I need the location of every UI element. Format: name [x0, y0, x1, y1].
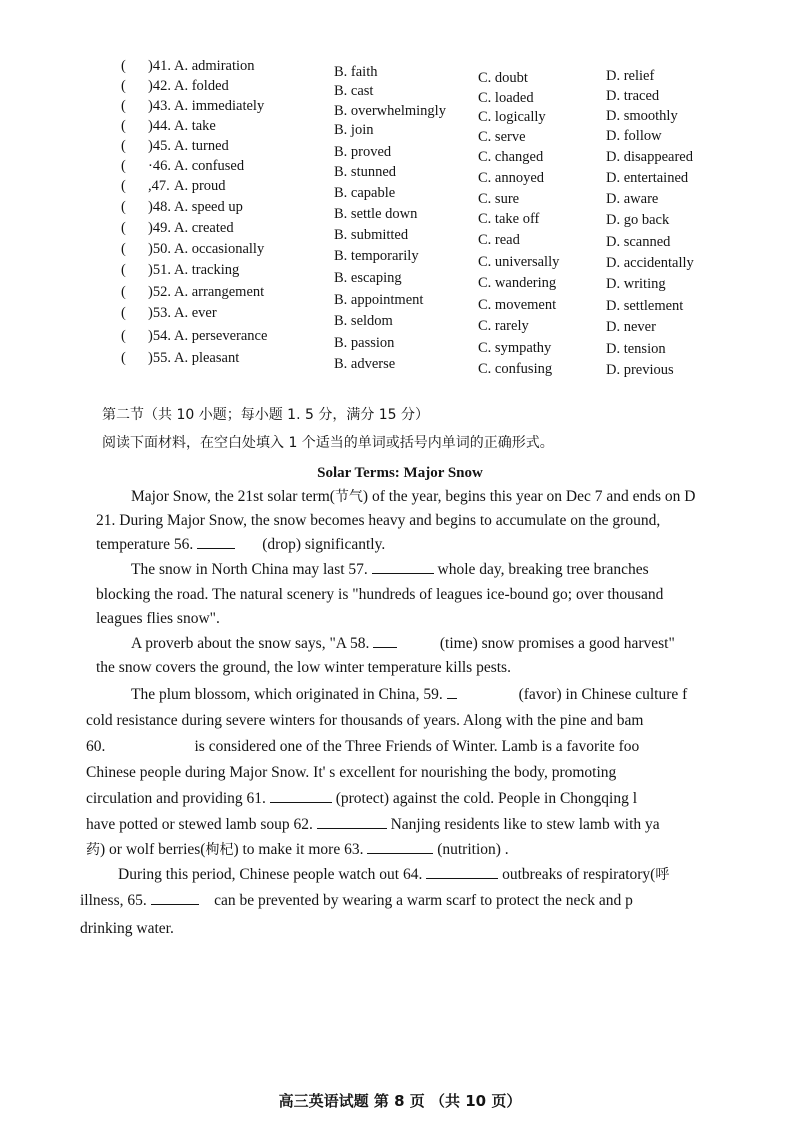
option-a: A. turned	[174, 138, 229, 154]
text: ) or wolf berries(	[100, 841, 206, 858]
passage-line	[131, 633, 675, 655]
option-c: C. annoyed	[478, 170, 545, 186]
text: can be prevented by wearing a warm scarf to protect the neck and p	[214, 892, 633, 909]
answer-paren: (	[121, 241, 126, 257]
option-c: C. logically	[478, 109, 546, 125]
text: whole day, breaking tree branches	[437, 561, 649, 578]
answer-paren: (	[121, 328, 126, 344]
blank-64	[426, 864, 498, 879]
passage-title: Solar Terms: Major Snow	[317, 465, 483, 481]
option-d: D. smoothly	[606, 108, 678, 124]
text: During this period, Chinese people watch out 64.	[118, 866, 423, 883]
option-d: D. never	[606, 319, 656, 335]
multiple-choice-options	[0, 0, 800, 400]
text: (protect) against the cold. People in Chongqing l	[335, 790, 638, 807]
answer-paren: (	[121, 284, 126, 300]
option-b: B. escaping	[334, 270, 402, 286]
option-a: A. take	[174, 118, 216, 134]
choice-number: )49.	[148, 220, 171, 236]
text: (drop) significantly.	[262, 536, 386, 553]
option-c: C. universally	[478, 254, 560, 270]
answer-paren: (	[121, 118, 126, 134]
option-b: B. settle down	[334, 206, 418, 222]
option-c: C. changed	[478, 149, 544, 165]
choice-row-45	[0, 136, 800, 165]
choice-number: )54.	[148, 328, 171, 344]
text: The snow in North China may last 57.	[131, 561, 368, 578]
text: 药	[86, 842, 100, 858]
page-footer: 高三英语试题 第 8 页 （共 10 页）	[278, 1092, 522, 1110]
option-d: D. traced	[606, 88, 660, 104]
blank-59	[447, 684, 457, 699]
option-a: A. pleasant	[174, 350, 240, 366]
passage-line	[86, 839, 509, 861]
passage-line	[131, 684, 687, 706]
option-c: C. movement	[478, 297, 557, 313]
option-b: B. cast	[334, 83, 374, 99]
option-a: A. occasionally	[174, 241, 265, 257]
passage-line	[131, 559, 649, 581]
option-b: B. proved	[334, 144, 392, 160]
choice-row-55	[0, 348, 800, 378]
passage-line	[86, 736, 639, 758]
option-d: D. previous	[606, 362, 674, 378]
passage-line: drinking water.	[80, 920, 174, 937]
option-c: C. rarely	[478, 318, 529, 334]
passage-line: cold resistance during severe winters for thousands of years. Along with the pine and bam	[86, 712, 644, 729]
text: (time) snow promises a good harvest"	[439, 635, 675, 652]
text: temperature 56.	[96, 536, 194, 553]
choice-number: )45.	[148, 138, 171, 154]
blank-58	[373, 633, 397, 648]
option-d: D. scanned	[606, 234, 671, 250]
choice-number: )43.	[148, 98, 171, 114]
option-d: D. writing	[606, 276, 666, 292]
text: 60.	[86, 738, 106, 755]
text: outbreaks of respiratory(	[502, 866, 656, 883]
choice-number: )44.	[148, 118, 171, 134]
option-c: C. read	[478, 232, 520, 248]
blank-56	[197, 534, 235, 549]
passage-line	[86, 814, 660, 836]
option-d: D. go back	[606, 212, 670, 228]
option-a: A. admiration	[174, 58, 255, 74]
choice-row-53	[0, 303, 800, 335]
option-a: A. ever	[174, 305, 217, 321]
text: Major Snow, the 21st solar term(	[131, 488, 335, 505]
passage-line	[118, 864, 669, 886]
passage-line: the snow covers the ground, the low winter temperature kills pests.	[96, 659, 511, 676]
answer-paren: (	[121, 305, 126, 321]
choice-number: ,47.	[148, 178, 170, 194]
option-a: A. perseverance	[174, 328, 268, 344]
option-b: B. stunned	[334, 164, 397, 180]
option-d: D. tension	[606, 341, 666, 357]
choice-number: )50.	[148, 241, 171, 257]
answer-paren: (	[121, 58, 126, 74]
passage-line	[86, 788, 637, 810]
choice-number: ·46.	[148, 158, 171, 174]
choice-row-54	[0, 326, 800, 357]
text: Nanjing residents like to stew lamb with ya	[390, 816, 660, 833]
text: A proverb about the snow says, "A 58.	[131, 635, 370, 652]
option-c: C. take off	[478, 211, 540, 227]
option-d: D. accidentally	[606, 255, 694, 271]
choice-number: )42.	[148, 78, 171, 94]
text: 枸杞	[205, 842, 234, 858]
answer-paren: (	[121, 98, 126, 114]
blank-57	[372, 559, 434, 574]
option-a: A. confused	[174, 158, 245, 174]
choice-row-44	[0, 116, 800, 145]
answer-paren: (	[121, 138, 126, 154]
choice-number: )41.	[148, 58, 171, 74]
section-heading: 第二节（共 10 小题；每小题 1. 5 分，满分 15 分）	[102, 407, 430, 423]
option-a: A. speed up	[174, 199, 243, 215]
answer-paren: (	[121, 178, 126, 194]
blank-65	[151, 890, 199, 905]
option-c: C. sure	[478, 191, 520, 207]
option-a: A. folded	[174, 78, 229, 94]
text: 呼	[655, 867, 670, 883]
text: 节气	[334, 489, 363, 505]
passage-line: leagues flies snow".	[96, 610, 220, 627]
option-c: C. wandering	[478, 275, 557, 291]
option-c: C. doubt	[478, 70, 528, 86]
blank-61	[270, 788, 332, 803]
text: circulation and providing 61.	[86, 790, 266, 807]
blank-63	[367, 839, 433, 854]
answer-paren: (	[121, 158, 126, 174]
option-b: B. seldom	[334, 313, 393, 329]
option-c: C. sympathy	[478, 340, 552, 356]
choice-number: )48.	[148, 199, 171, 215]
passage-line: blocking the road. The natural scenery is "hundreds of leagues ice-bound go; over thousand	[96, 586, 664, 603]
text: The plum blossom, which originated in China, 59.	[131, 686, 443, 703]
answer-paren: (	[121, 350, 126, 366]
text: ) of the year, begins this year on Dec 7 and ends on D	[362, 488, 696, 505]
text: is considered one of the Three Friends of Winter. Lamb is a favorite foo	[194, 738, 640, 755]
option-b: B. appointment	[334, 292, 424, 308]
option-a: A. immediately	[174, 98, 265, 114]
option-c: C. loaded	[478, 90, 534, 106]
option-d: D. aware	[606, 191, 659, 207]
option-b: B. submitted	[334, 227, 409, 243]
passage-line: 21. During Major Snow, the snow becomes heavy and begins to accumulate on the ground,	[96, 512, 661, 529]
option-b: B. temporarily	[334, 248, 419, 264]
answer-paren: (	[121, 199, 126, 215]
section-instruction: 阅读下面材料，在空白处填入 1 个适当的单词或括号内单词的正确形式。	[102, 435, 554, 451]
text: (nutrition) .	[437, 841, 509, 858]
choice-number: )51.	[148, 262, 171, 278]
choice-number: )52.	[148, 284, 171, 300]
option-b: B. join	[334, 122, 374, 138]
text: illness, 65.	[80, 892, 147, 909]
answer-paren: (	[121, 220, 126, 236]
option-d: D. entertained	[606, 170, 689, 186]
option-d: D. follow	[606, 128, 662, 144]
option-a: A. arrangement	[174, 284, 265, 300]
passage-line	[131, 486, 695, 508]
option-b: B. passion	[334, 335, 395, 351]
option-b: B. overwhelmingly	[334, 103, 446, 119]
option-a: A. proud	[174, 178, 226, 194]
passage-line: Chinese people during Major Snow. It' s excellent for nourishing the body, promoting	[86, 764, 617, 781]
text: (favor) in Chinese culture f	[518, 686, 688, 703]
option-d: D. relief	[606, 68, 655, 84]
text: have potted or stewed lamb soup 62.	[86, 816, 313, 833]
option-c: C. serve	[478, 129, 526, 145]
choice-row-43	[0, 96, 800, 125]
option-b: B. capable	[334, 185, 396, 201]
option-a: A. tracking	[174, 262, 240, 278]
choice-number: )53.	[148, 305, 171, 321]
option-b: B. faith	[334, 64, 378, 80]
blank-62	[317, 814, 387, 829]
option-c: C. confusing	[478, 361, 553, 377]
passage-line	[96, 534, 385, 556]
option-a: A. created	[174, 220, 234, 236]
answer-paren: (	[121, 78, 126, 94]
choice-number: )55.	[148, 350, 171, 366]
answer-paren: (	[121, 262, 126, 278]
text: ) to make it more 63.	[233, 841, 364, 858]
passage-line	[80, 890, 633, 912]
option-d: D. settlement	[606, 298, 684, 314]
option-d: D. disappeared	[606, 149, 693, 165]
option-b: B. adverse	[334, 356, 396, 372]
